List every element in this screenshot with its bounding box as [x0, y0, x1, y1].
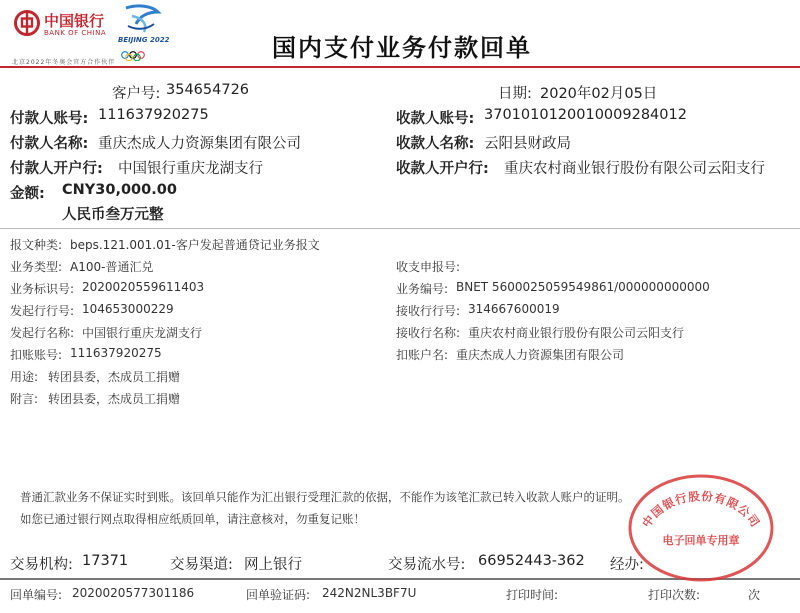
recv-msg-label: 收支申报号:	[396, 260, 461, 274]
payer-bank-label: 付款人开户行:	[10, 161, 103, 177]
section-divider	[0, 228, 800, 229]
debit-account-label: 扣账账号:	[10, 348, 63, 362]
handler-label: 经办:	[610, 557, 644, 573]
bank-name-cn: 中国银行	[44, 12, 105, 30]
receipt-no: 2020020577301186	[72, 586, 195, 600]
biz-no: BNET 5600025059549861/000000000000	[456, 280, 710, 294]
payee-name: 云阳县财政局	[484, 136, 571, 152]
payee-bank: 重庆农村商业银行股份有限公司云阳支行	[504, 161, 765, 177]
stamp-text-bottom: 电子回单专用章	[662, 534, 740, 547]
send-bank-no: 104653000229	[82, 302, 174, 316]
send-bank-name-label: 发起行名称:	[10, 326, 75, 340]
purpose: 转团县委，杰成员工捐赠	[48, 370, 181, 384]
print-time-label: 打印时间:	[506, 588, 559, 602]
page-title: 国内支付业务付款回单	[272, 34, 532, 62]
print-count-suffix: 次	[748, 588, 761, 602]
amount-label: 金额:	[10, 186, 45, 202]
trans-channel: 网上银行	[244, 557, 302, 573]
olympic-text: BEIJING 2022	[118, 36, 170, 44]
receipt-no-label: 回单编号:	[10, 588, 63, 602]
bank-logo	[14, 10, 40, 40]
payee-account: 370101012001000928401​2	[484, 107, 687, 123]
biz-id: 2020020559611403	[82, 280, 205, 294]
send-bank-no-label: 发起行行号:	[10, 304, 75, 318]
recv-bank-name-label: 接收行名称:	[396, 326, 461, 340]
debit-name-label: 扣账户名:	[396, 348, 449, 362]
biz-type: A100-普通汇兑	[70, 260, 154, 274]
msg-type: beps.121.001.01-客户发起普通贷记业务报文	[70, 238, 320, 252]
recv-bank-no: 314667600019	[468, 302, 560, 316]
notice-line-2: 如您已通过银行网点取得相应纸质回单，请注意核对，勿重复记账！	[20, 512, 365, 526]
note: 转团县委，杰成员工捐赠	[48, 392, 181, 406]
olympic-rings-icon	[120, 51, 160, 61]
payer-name: 重庆杰成人力资源集团有限公司	[98, 136, 301, 152]
debit-account: 111637920275	[70, 346, 162, 360]
recv-bank-name: 重庆农村商业银行股份有限公司云阳支行	[468, 326, 685, 340]
stamp-text-top: 中国银行股份有限公司	[639, 489, 763, 531]
verify-code-label: 回单验证码:	[246, 588, 311, 602]
biz-type-label: 业务类型:	[10, 260, 63, 274]
trans-channel-label: 交易渠道:	[170, 557, 233, 573]
print-count-label: 打印次数:	[648, 588, 701, 602]
olympic-rings	[120, 46, 160, 65]
send-bank-name: 中国银行重庆龙湖支行	[82, 326, 203, 340]
date-label: 日期:	[498, 86, 532, 102]
trans-serial: 66952443-362	[478, 553, 585, 569]
customer-no-label: 客户号:	[112, 86, 161, 102]
note-label: 附言:	[10, 392, 39, 406]
date-value: 2020年02月05日	[540, 86, 658, 102]
bank-name-en: BANK OF CHINA	[44, 29, 107, 37]
official-stamp	[626, 472, 776, 584]
notice-line-1: 普通汇款业务不保证实时到账。该回单只能作为汇出银行受理汇款的依据，不能作为该笔汇款已转入收款人账户的证明。	[20, 490, 630, 504]
payer-account-label: 付款人账号:	[10, 111, 89, 127]
purpose-label: 用途:	[10, 370, 39, 384]
debit-name: 重庆杰成人力资源集团有限公司	[456, 348, 625, 362]
payer-name-label: 付款人名称:	[10, 136, 89, 152]
biz-no-label: 业务编号:	[396, 282, 449, 296]
customer-no: 354654726	[166, 82, 250, 98]
payee-account-label: 收款人账号:	[396, 111, 475, 127]
amount-value: CNY30,000.00	[62, 182, 177, 198]
stamp-seal-icon	[626, 472, 776, 584]
trans-org-label: 交易机构:	[10, 557, 73, 573]
verify-code: 242N2NL3BF7U	[322, 586, 417, 600]
trans-org: 17371	[82, 553, 129, 569]
recv-bank-no-label: 接收行行号:	[396, 304, 461, 318]
sponsor-text: 北京2022年冬奥会官方合作伙伴	[12, 59, 116, 66]
biz-id-label: 业务标识号:	[10, 282, 75, 296]
payee-name-label: 收款人名称:	[396, 136, 475, 152]
msg-type-label: 报文种类:	[10, 238, 63, 252]
payer-bank: 中国银行重庆龙湖支行	[118, 161, 263, 177]
header-divider	[0, 66, 800, 68]
payee-bank-label: 收款人开户行:	[396, 161, 489, 177]
svg-text:中国银行股份有限公司	[639, 489, 763, 530]
amount-words: 人民币叁万元整	[62, 207, 164, 223]
trans-serial-label: 交易流水号:	[388, 557, 466, 573]
boc-emblem-icon	[14, 10, 40, 36]
payer-account: 111637920275	[98, 107, 209, 123]
